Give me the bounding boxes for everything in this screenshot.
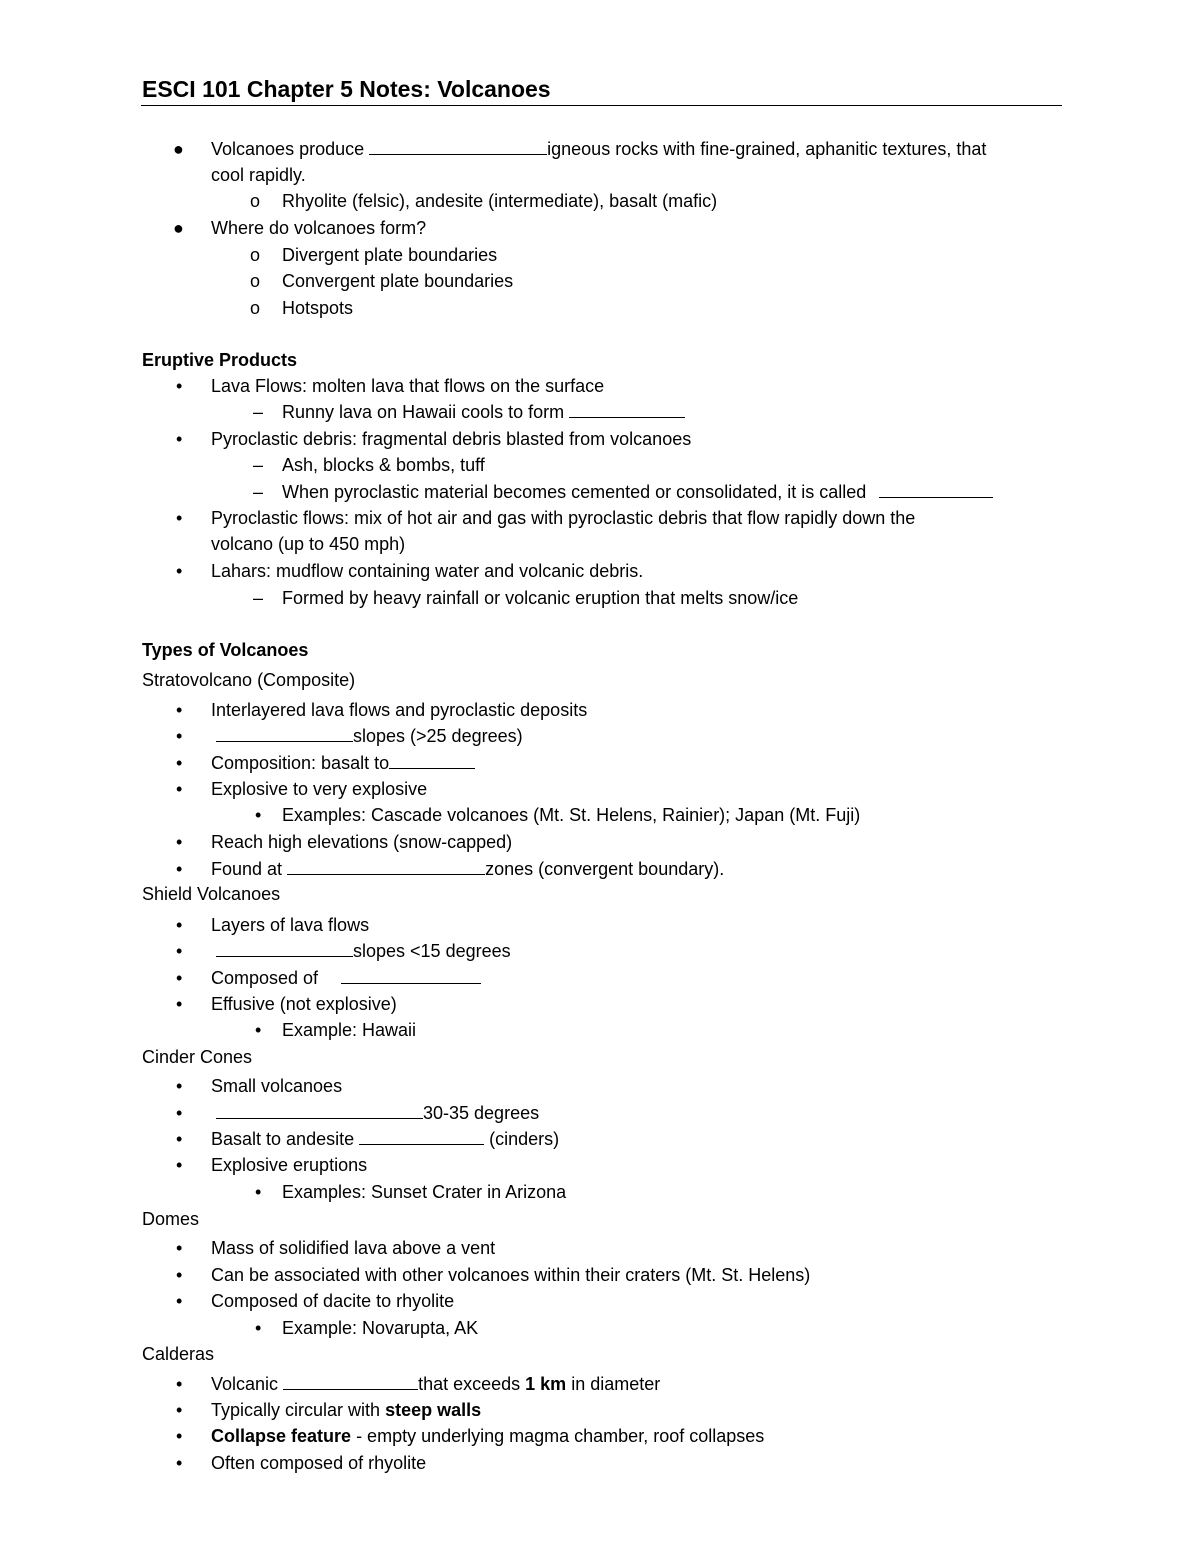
bullet-icon: • [255, 1020, 262, 1040]
intro-volcanoes-produce: Volcanoes produce igneous rocks with fine-grained, aphanitic textures, that [211, 139, 987, 159]
fill-in-blank [569, 400, 685, 418]
dash-bullet-icon: – [253, 455, 264, 475]
bullet-icon: • [176, 1453, 183, 1473]
domes-example: Example: Novarupta, AK [282, 1318, 479, 1338]
bullet-icon: • [176, 859, 183, 879]
bullet-icon: • [176, 429, 183, 449]
bullet-icon: ● [173, 218, 184, 238]
bullet-icon: • [176, 1155, 183, 1175]
shield-effusive: Effusive (not explosive) [211, 994, 397, 1014]
cinder-examples: Examples: Sunset Crater in Arizona [282, 1182, 567, 1202]
bullet-icon: • [176, 994, 183, 1014]
subheading-shield: Shield Volcanoes [142, 884, 281, 904]
cinder-small: Small volcanoes [211, 1076, 343, 1096]
subheading-stratovolcano: Stratovolcano (Composite) [142, 670, 356, 690]
eruptive-cemented: When pyroclastic material becomes cemented or consolidated, it is called [282, 480, 993, 504]
bullet-icon: • [176, 968, 183, 988]
bullet-icon: ● [173, 139, 184, 159]
eruptive-lahars: Lahars: mudflow containing water and volcanic debris. [211, 561, 644, 581]
location-item: Hotspots [282, 298, 354, 318]
eruptive-pyro-debris: Pyroclastic debris: fragmental debris blasted from volcanoes [211, 429, 692, 449]
eruptive-lahars-sub: Formed by heavy rainfall or volcanic eruption that melts snow/ice [282, 588, 799, 608]
cinder-degrees: 30-35 degrees [211, 1101, 539, 1125]
bullet-icon: • [176, 1400, 183, 1420]
fill-in-blank [359, 1127, 484, 1145]
fill-in-blank [369, 137, 547, 155]
bullet-icon: • [176, 700, 183, 720]
bullet-icon: • [176, 561, 183, 581]
bullet-icon: • [176, 1426, 183, 1446]
dash-bullet-icon: – [253, 482, 264, 502]
subheading-cinder: Cinder Cones [142, 1047, 253, 1067]
eruptive-pyro-flows: Pyroclastic flows: mix of hot air and gas with pyroclastic debris that flow rapidly down the [211, 508, 916, 528]
bullet-icon: • [176, 1129, 183, 1149]
fill-in-blank [341, 966, 481, 984]
fill-in-blank [216, 939, 353, 957]
bullet-icon: • [176, 726, 183, 746]
calderas-rhyolite: Often composed of rhyolite [211, 1453, 427, 1473]
fill-in-blank [216, 1101, 423, 1119]
subheading-domes: Domes [142, 1209, 200, 1229]
fill-in-blank [283, 1372, 418, 1390]
eruptive-runny-lava: Runny lava on Hawaii cools to form [282, 400, 685, 424]
section-heading-types: Types of Volcanoes [142, 640, 309, 660]
bullet-icon: • [255, 1182, 262, 1202]
circle-bullet-icon: o [250, 298, 261, 318]
subheading-calderas: Calderas [142, 1344, 215, 1364]
fill-in-blank [879, 480, 993, 498]
shield-slopes: slopes <15 degrees [211, 939, 511, 963]
bullet-icon: • [176, 1374, 183, 1394]
bullet-icon: • [176, 832, 183, 852]
domes-composed: Composed of dacite to rhyolite [211, 1291, 455, 1311]
bullet-icon: • [176, 779, 183, 799]
calderas-collapse: Collapse feature - empty underlying magma chamber, roof collapses [211, 1426, 765, 1446]
shield-example: Example: Hawaii [282, 1020, 417, 1040]
strato-composition: Composition: basalt to [211, 751, 475, 775]
calderas-circular: Typically circular with steep walls [211, 1400, 482, 1420]
circle-bullet-icon: o [250, 271, 261, 291]
cinder-basalt: Basalt to andesite (cinders) [211, 1129, 560, 1149]
location-item: Convergent plate boundaries [282, 271, 514, 291]
bullet-icon: • [176, 941, 183, 961]
domes-assoc: Can be associated with other volcanoes within their craters (Mt. St. Helens) [211, 1265, 811, 1285]
document-title: ESCI 101 Chapter 5 Notes: Volcanoes [142, 76, 551, 102]
title-rule [141, 105, 1062, 106]
dash-bullet-icon: – [253, 402, 264, 422]
eruptive-lava-flows: Lava Flows: molten lava that flows on the surface [211, 376, 605, 396]
strato-interlayered: Interlayered lava flows and pyroclastic deposits [211, 700, 588, 720]
domes-mass: Mass of solidified lava above a vent [211, 1238, 496, 1258]
bullet-icon: • [176, 508, 183, 528]
eruptive-pyro-flows-cont: volcano (up to 450 mph) [211, 534, 406, 554]
dash-bullet-icon: – [253, 588, 264, 608]
shield-layers: Layers of lava flows [211, 915, 370, 935]
eruptive-ash: Ash, blocks & bombs, tuff [282, 455, 485, 475]
circle-bullet-icon: o [250, 191, 261, 211]
bullet-icon: • [176, 1265, 183, 1285]
strato-reach: Reach high elevations (snow-capped) [211, 832, 513, 852]
fill-in-blank [216, 724, 353, 742]
location-item: Divergent plate boundaries [282, 245, 498, 265]
intro-volcanoes-produce-cont: cool rapidly. [211, 165, 306, 185]
bullet-icon: • [255, 1318, 262, 1338]
calderas-volcanic: Volcanic that exceeds 1 km in diameter [211, 1374, 661, 1394]
bullet-icon: • [176, 1291, 183, 1311]
intro-where-form: Where do volcanoes form? [211, 218, 427, 238]
intro-rock-types: Rhyolite (felsic), andesite (intermediate), basalt (mafic) [282, 191, 718, 211]
bullet-icon: • [176, 915, 183, 935]
cinder-explosive: Explosive eruptions [211, 1155, 368, 1175]
bullet-icon: • [176, 376, 183, 396]
bullet-icon: • [176, 1103, 183, 1123]
section-heading-eruptive: Eruptive Products [142, 350, 298, 370]
shield-composed: Composed of [211, 966, 481, 990]
fill-in-blank [389, 751, 475, 769]
fill-in-blank [287, 857, 485, 875]
circle-bullet-icon: o [250, 245, 261, 265]
bullet-icon: • [176, 1238, 183, 1258]
strato-slopes: slopes (>25 degrees) [211, 724, 523, 748]
strato-examples: Examples: Cascade volcanoes (Mt. St. Helens, Rainier); Japan (Mt. Fuji) [282, 805, 861, 825]
bullet-icon: • [255, 805, 262, 825]
bullet-icon: • [176, 753, 183, 773]
strato-found: Found at zones (convergent boundary). [211, 859, 725, 879]
strato-explosive: Explosive to very explosive [211, 779, 428, 799]
bullet-icon: • [176, 1076, 183, 1096]
